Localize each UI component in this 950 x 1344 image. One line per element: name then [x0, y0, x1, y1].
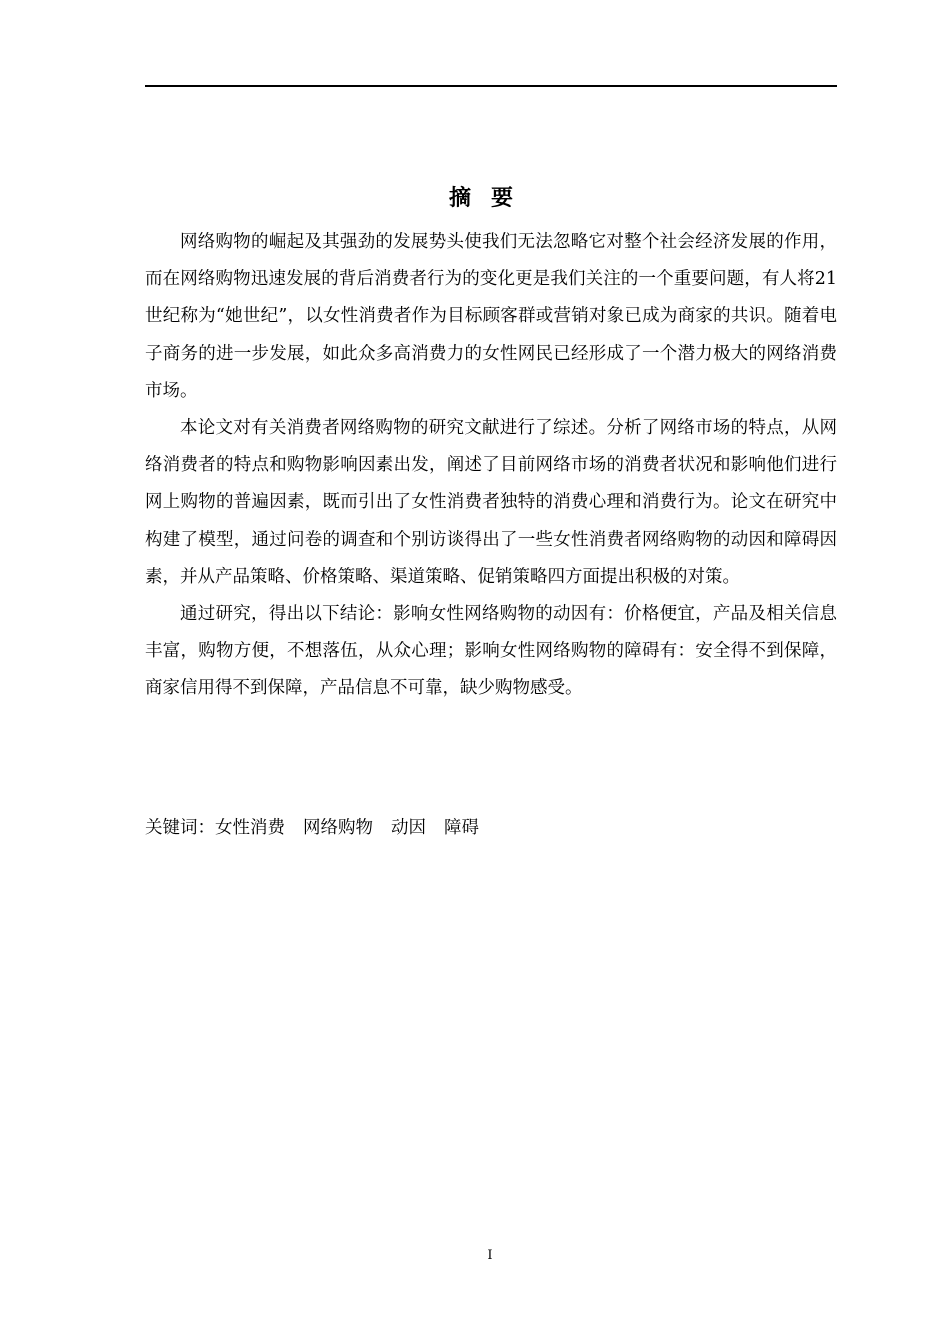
abstract-title: 摘要: [448, 186, 533, 211]
keywords-label: 关键词：: [145, 818, 215, 838]
page-number: I: [487, 1248, 493, 1263]
abstract-paragraph-1: 网络购物的崛起及其强劲的发展势头使我们无法忽略它对整个社会经济发展的作用，而在网络购物迅速发展的背后消费者行为的变化更是我们关注的一个重要问题，有人将21世纪称为“她世纪”，以女性消费者作为目标顾客群或营销对象已成为商家的共识。随着电子商务的进一步发展，如此众多高消费力的女性网民已经形成了一个潜力极大的网络消费市场。: [145, 232, 837, 401]
abstract-paragraph-3: 通过研究，得出以下结论：影响女性网络购物的动因有：价格便宜，产品及相关信息丰富，购物方便，不想落伍，从众心理；影响女性网络购物的障碍有：安全得不到保障，商家信用得不到保障，产品信息不可靠，缺少购物感受。: [145, 604, 837, 699]
keywords-line: [145, 814, 837, 842]
keyword-online-shopping: 网络购物: [303, 818, 373, 838]
header-rule: [145, 85, 837, 87]
keyword-obstacle: 障碍: [444, 818, 479, 838]
abstract-paragraph-2: 本论文对有关消费者网络购物的研究文献进行了综述。分析了网络市场的特点，从网络消费者的特点和购物影响因素出发，阐述了目前网络市场的消费者状况和影响他们进行网上购物的普遍因素，既而引出了女性消费者独特的消费心理和消费行为。论文在研究中构建了模型，通过问卷的调查和个别访谈得出了一些女性消费者网络购物的动因和障碍因素，并从产品策略、价格策略、渠道策略、促销策略四方面提出积极的对策。: [145, 418, 837, 587]
keyword-female-consumption: 女性消费: [215, 818, 285, 838]
abstract-body: [145, 224, 837, 708]
keyword-motivation: 动因: [391, 818, 426, 838]
